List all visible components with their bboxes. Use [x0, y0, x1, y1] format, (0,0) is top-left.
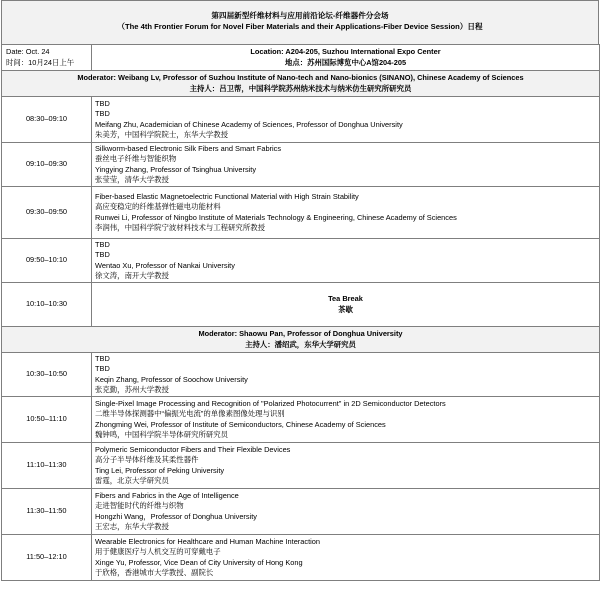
speaker-english: Hongzhi Wang，Professor of Donghua University: [95, 511, 257, 521]
talk-title-chinese: 高应变稳定的纤维基弹性磁电功能材料: [95, 202, 221, 212]
speaker-english: Ting Lei, Professor of Peking University: [95, 465, 225, 475]
talk-content: [92, 239, 600, 283]
talk-title-chinese: TBD: [95, 364, 110, 374]
talk-content: [92, 97, 600, 143]
talk-row: [2, 143, 600, 187]
location-cell: [92, 45, 600, 71]
talk-title-english: Polymeric Semiconductor Fibers and Their Flexible Devices: [95, 445, 291, 455]
talk-row: [2, 187, 600, 239]
talk-content: [92, 443, 600, 489]
title-chinese: 第四届新型纤维材料与应用前沿论坛-纤维器件分会场: [211, 11, 389, 20]
talk-time: 08:30–09:10: [2, 97, 92, 143]
talk-row: [2, 239, 600, 283]
moderator-chinese: 主持人：潘绍武，东华大学研究员: [245, 339, 356, 349]
talk-content: [92, 397, 600, 443]
talk-title-chinese: 高分子半导体纤维及其柔性器件: [95, 455, 199, 465]
info-row: [2, 45, 600, 71]
speaker-chinese: 徐文涛，南开大学教授: [95, 270, 169, 280]
talk-title-english: Silkworm-based Electronic Silk Fibers and Smart Fabrics: [95, 144, 282, 154]
talk-content: [92, 489, 600, 535]
talk-time: 11:50–12:10: [2, 535, 92, 581]
moderator-row: [2, 327, 600, 353]
schedule-sheet: [1, 0, 599, 581]
talk-row: [2, 397, 600, 443]
tea-break-cell: [92, 283, 600, 327]
talk-row: [2, 353, 600, 397]
talk-content: [92, 535, 600, 581]
talk-title-chinese: TBD: [95, 109, 110, 119]
speaker-chinese: 魏钟鸣，中国科学院半导体研究所研究员: [95, 429, 229, 439]
talk-time: 11:10–11:30: [2, 443, 92, 489]
moderator-row: [2, 71, 600, 97]
talk-title-english: Single-Pixel Image Processing and Recognition of "Polarized Photocurrent" in 2D Semiconductor Detectors: [95, 399, 446, 409]
speaker-english: Runwei Li, Professor of Ningbo Institute of Materials Technology & Engineering, Chinese Academy of Sciences: [95, 212, 457, 222]
talk-title-english: Fibers and Fabrics in the Age of Intelligence: [95, 491, 239, 501]
speaker-english: Yingying Zhang, Professor of Tsinghua University: [95, 164, 257, 174]
talk-row: [2, 489, 600, 535]
talk-content: [92, 187, 600, 239]
talk-time: 09:10–09:30: [2, 143, 92, 187]
talk-row: [2, 97, 600, 143]
speaker-chinese: 于欣格，香港城市大学教授、副院长: [95, 567, 214, 577]
talk-title-chinese: 走进智能时代的纤维与织物: [95, 501, 184, 511]
speaker-english: Xinge Yu, Professor, Vice Dean of City University of Hong Kong: [95, 557, 303, 567]
speaker-english: Keqin Zhang, Professor of Soochow University: [95, 374, 248, 384]
title-english: （The 4th Frontier Forum for Novel Fiber Materials and their Applications-Fiber Device Session）日程: [117, 22, 483, 31]
talk-title-english: Fiber-based Elastic Magnetoelectric Functional Material with High Strain Stability: [95, 192, 359, 202]
speaker-chinese: 雷霆，北京大学研究员: [95, 475, 169, 485]
talk-title-chinese: 二维半导体探测器中“偏振光电流”的单像素图像处理与识别: [95, 409, 285, 419]
speaker-english: Zhongming Wei, Professor of Institute of Semiconductors, Chinese Academy of Sciences: [95, 419, 386, 429]
talk-time: 11:30–11:50: [2, 489, 92, 535]
talk-title-chinese: TBD: [95, 250, 110, 260]
tea-break-chinese: 茶歇: [338, 304, 353, 314]
talk-title-english: Wearable Electronics for Healthcare and Human Machine Interaction: [95, 537, 320, 547]
date-cell: [2, 45, 92, 71]
talk-time: 10:50–11:10: [2, 397, 92, 443]
talk-content: [92, 353, 600, 397]
speaker-chinese: 朱美芳，中国科学院院士，东华大学教授: [95, 129, 229, 139]
talk-title-chinese: 蚕丝电子纤维与智能织物: [95, 154, 177, 164]
location-english: Location: A204-205, Suzhou International Expo Center: [250, 47, 441, 57]
talk-content: [92, 143, 600, 187]
moderator-cell: [2, 327, 600, 353]
talk-time: 09:30–09:50: [2, 187, 92, 239]
schedule-table: [1, 44, 600, 581]
talk-title-english: TBD: [95, 240, 110, 250]
talk-row: [2, 443, 600, 489]
talk-title-english: TBD: [95, 354, 110, 364]
tea-break-time: 10:10–10:30: [2, 283, 92, 327]
talk-row: [2, 535, 600, 581]
speaker-chinese: 张莹莹，清华大学教授: [95, 174, 169, 184]
date-english: Date: Oct. 24: [6, 47, 50, 57]
talk-title-chinese: 用于健康医疗与人机交互的可穿戴电子: [95, 547, 221, 557]
talk-title-english: TBD: [95, 99, 110, 109]
location-chinese: 地点：苏州国际博览中心A馆204-205: [284, 57, 407, 67]
talk-time: 09:50–10:10: [2, 239, 92, 283]
moderator-english: Moderator: Shaowu Pan, Professor of Donghua University: [198, 329, 403, 339]
talk-time: 10:30–10:50: [2, 353, 92, 397]
moderator-chinese: 主持人：吕卫帮，中国科学院苏州纳米技术与纳米仿生研究所研究员: [189, 83, 412, 93]
date-chinese: 时间：10月24日上午: [6, 57, 75, 67]
speaker-english: Meifang Zhu, Academician of Chinese Academy of Sciences, Professor of Donghua University: [95, 119, 403, 129]
speaker-chinese: 李润伟，中国科学院宁波材料技术与工程研究所教授: [95, 222, 265, 232]
tea-break-english: Tea Break: [328, 294, 363, 304]
moderator-cell: [2, 71, 600, 97]
speaker-chinese: 张克勤，苏州大学教授: [95, 384, 169, 394]
schedule-title-block: [1, 0, 599, 44]
speaker-english: Wentao Xu, Professor of Nankai University: [95, 260, 235, 270]
moderator-english: Moderator: Weibang Lv, Professor of Suzhou Institute of Nano-tech and Nano-bionics (SINANO), Chinese Academy of Sciences: [77, 73, 524, 83]
tea-break-row: [2, 283, 600, 327]
speaker-chinese: 王宏志，东华大学教授: [95, 521, 169, 531]
